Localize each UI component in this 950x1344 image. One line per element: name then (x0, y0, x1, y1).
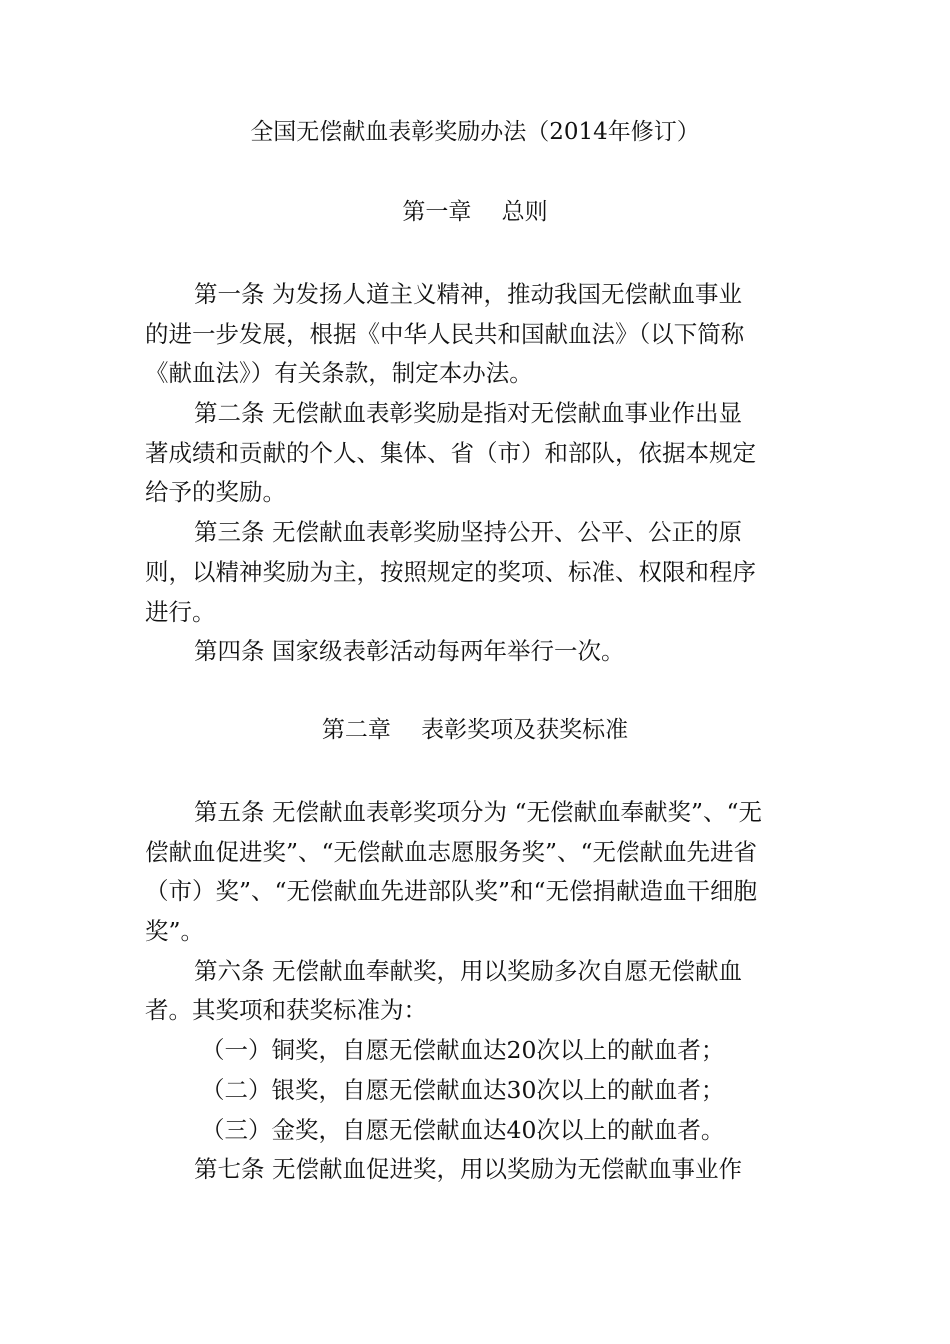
article-6-item-1: （一）铜奖，自愿无偿献血达20次以上的献血者； (201, 1036, 725, 1065)
article-6-item-2: （二）银奖，自愿无偿献血达30次以上的献血者； (201, 1075, 725, 1104)
article-1-line-2: 的进一步发展，根据《中华人民共和国献血法》（以下简称 (145, 319, 745, 348)
article-5-line-1: 第五条 无偿献血表彰奖项分为 “无偿献血奉献奖”、“无 (194, 798, 762, 826)
article-2-line-1: 第二条 无偿献血表彰奖励是指对无偿献血事业作出显 (194, 399, 742, 428)
chapter-2-heading: 第二章 表彰奖项及获奖标准 (321, 717, 629, 743)
article-6-line-2: 者。其奖项和获奖标准为： (145, 996, 427, 1025)
article-3-line-3: 进行。 (145, 597, 216, 626)
article-6-line-1: 第六条 无偿献血奉献奖，用以奖励多次自愿无偿献血 (194, 956, 742, 985)
article-1-line-1: 第一条 为发扬人道主义精神，推动我国无偿献血事业 (194, 280, 742, 308)
article-7-line-1: 第七条 无偿献血促进奖，用以奖励为无偿献血事业作 (194, 1155, 742, 1184)
chapter-2-body (145, 793, 810, 1190)
document-title: 全国无偿献血表彰奖励办法（2014年修订） (250, 119, 700, 145)
article-3-line-2: 则，以精神奖励为主，按照规定的奖项、标准、权限和程序 (145, 557, 756, 586)
article-1-line-3: 《献血法》）有关条款，制定本办法。 (145, 359, 533, 388)
chapter-1-heading: 第一章 总则 (402, 199, 548, 225)
article-6-item-3: （三）金奖，自愿无偿献血达40次以上的献血者。 (201, 1115, 725, 1144)
article-4-line-1: 第四条 国家级表彰活动每两年举行一次。 (194, 637, 625, 666)
chapter-1-body (145, 275, 810, 672)
article-3-line-1: 第三条 无偿献血表彰奖励坚持公开、公平、公正的原 (194, 518, 742, 547)
article-5-line-2: 偿献血促进奖”、“无偿献血志愿服务奖”、“无偿献血先进省 (145, 837, 758, 866)
article-5-line-3: （市）奖”、“无偿献血先进部队奖”和“无偿捐献造血干细胞 (145, 877, 758, 906)
article-2-line-3: 给予的奖励。 (145, 478, 286, 507)
article-2-line-2: 著成绩和贡献的个人、集体、省（市）和部队，依据本规定 (145, 438, 756, 467)
article-5-line-4: 奖”。 (145, 917, 205, 946)
